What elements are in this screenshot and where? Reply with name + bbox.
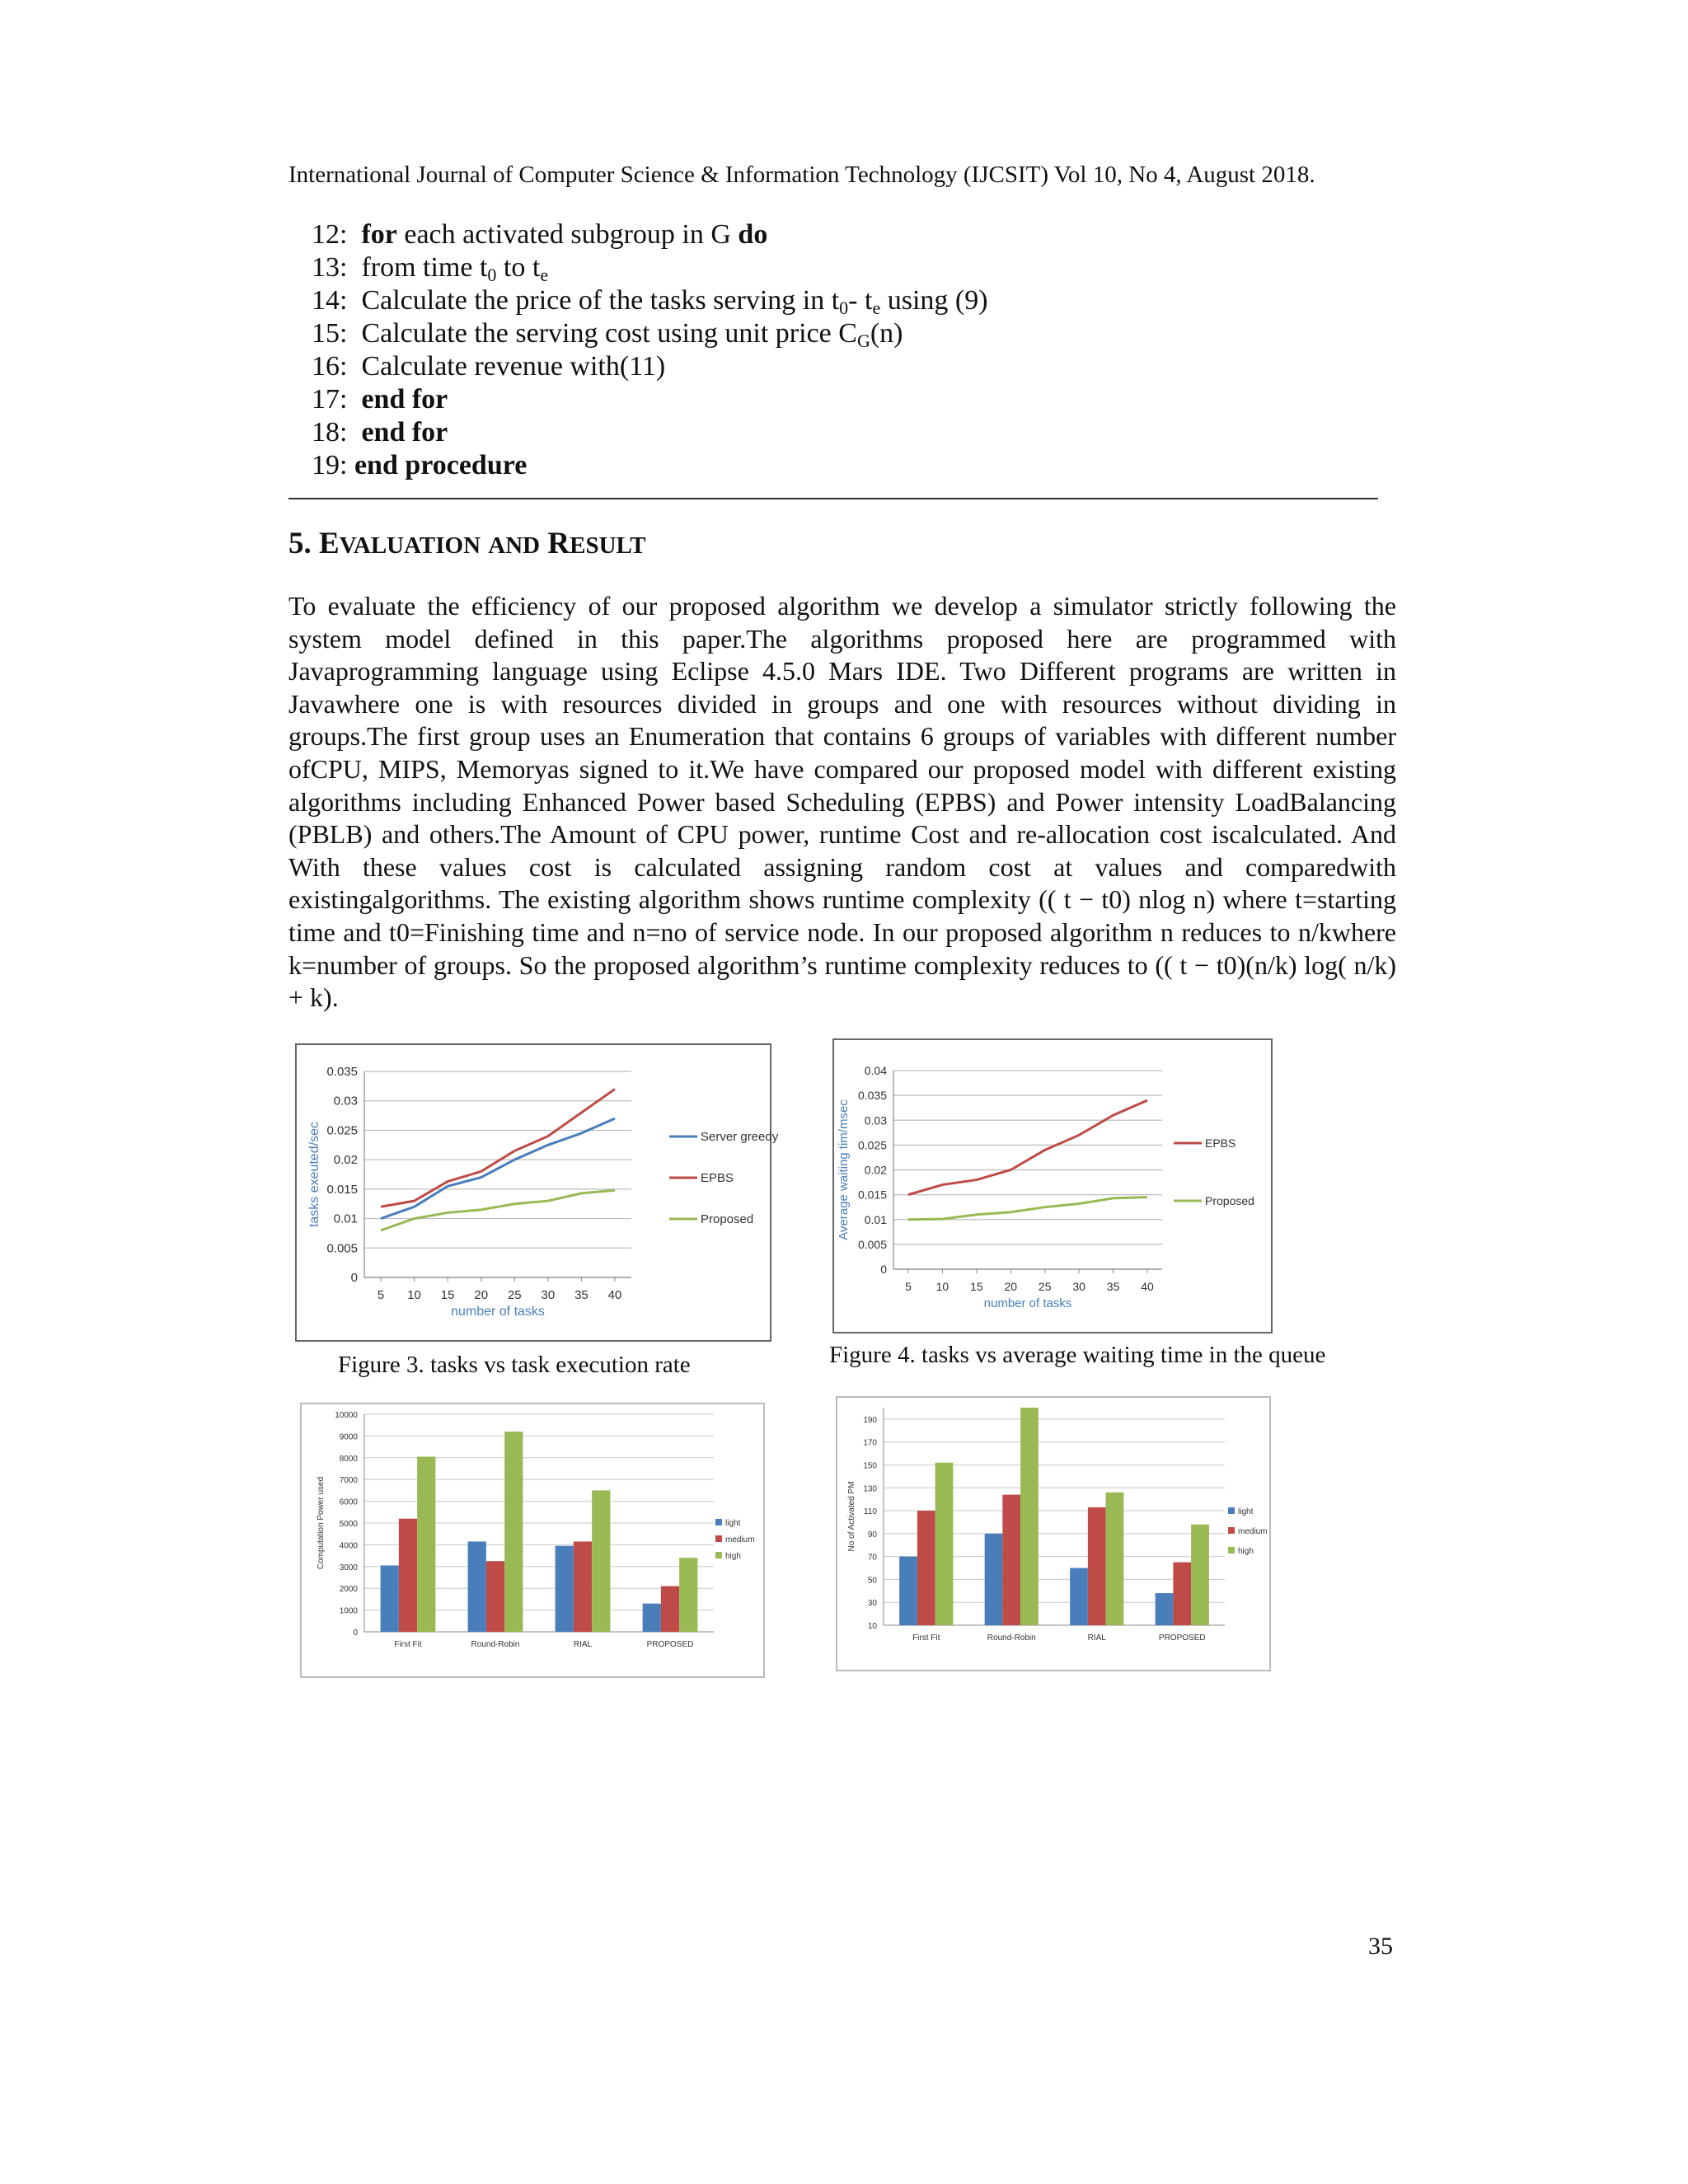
algorithm-line-15: [312, 318, 903, 352]
x-tick-label: Round-Robin: [471, 1640, 520, 1649]
bar-medium: [486, 1561, 504, 1632]
bar-medium: [917, 1511, 935, 1625]
figure-3-chart: [297, 1045, 779, 1340]
line-number: 12:: [312, 219, 348, 250]
x-tick-label: First Fit: [912, 1633, 940, 1643]
algorithm-line-12: [312, 219, 767, 251]
figure-5-frame: [300, 1403, 765, 1678]
bar-light: [1070, 1568, 1088, 1625]
y-tick-label: 0.025: [326, 1123, 358, 1138]
line-text: Calculate revenue with(11): [361, 351, 666, 382]
line-number: 13:: [312, 252, 348, 283]
x-tick-label: 20: [474, 1288, 489, 1302]
line-text: Calculate the price of the tasks serving in t: [361, 285, 840, 316]
bar-high: [679, 1558, 697, 1632]
y-tick-label: 6000: [339, 1497, 358, 1507]
algorithm-line-13: [312, 252, 548, 286]
algorithm-line-19: [312, 450, 527, 481]
legend-label: high: [725, 1552, 741, 1561]
legend-label: Proposed: [1205, 1194, 1254, 1207]
legend-label: EPBS: [1205, 1137, 1236, 1150]
y-tick-label: 150: [863, 1461, 877, 1471]
keyword-end-procedure: end procedure: [354, 450, 528, 480]
x-tick-label: 35: [574, 1288, 588, 1302]
y-tick-label: 10: [867, 1622, 877, 1631]
bar-high: [592, 1490, 610, 1632]
subscript: 0: [487, 265, 497, 285]
x-tick-label: 40: [607, 1288, 622, 1302]
y-tick-label: 0.025: [857, 1138, 887, 1152]
x-tick-label: 30: [541, 1288, 556, 1302]
bar-medium: [574, 1541, 592, 1632]
algorithm-line-18: [312, 417, 448, 448]
y-tick-label: 170: [863, 1438, 877, 1448]
y-axis-title: No of Activated PM: [847, 1481, 856, 1552]
bar-high: [1191, 1525, 1209, 1625]
y-tick-label: 0: [350, 1271, 358, 1285]
series-line-proposed: [381, 1190, 615, 1230]
bar-light: [1156, 1593, 1174, 1625]
y-tick-label: 70: [867, 1553, 877, 1563]
figure-3-frame: [295, 1043, 779, 1342]
y-axis-title: Average waiting tim/msec: [837, 1099, 851, 1240]
line-text: from time t: [361, 252, 488, 283]
line-number: 15:: [312, 318, 348, 349]
line-text: - t: [848, 285, 873, 316]
body-paragraph: To evaluate the efficiency of our proposed algorithm we develop a simulator strictly following the system model defined in this paper.The algorithms proposed here are programmed with Javaprogramming language using Eclipse 4.5.0 Mars IDE. Two Different programs are written in Javawhere one is with resources divided in groups and one with resources without dividing in groups.The first group uses an Enumeration that contains 6 groups of variables with different number ofCPU, MIPS, Memoryas signed to it.We have compared our proposed model with different existing algorithms including Enhanced Power based Scheduling (EPBS) and Power intensity LoadBalancing (PBLB) and others.The Amount of CPU power, runtime Cost and re-allocation cost iscalculated. And With these values cost is calculated assigning random cost at values and comparedwith existingalgorithms. The existing algorithm shows runtime complexity (( t − t0) nlog n) where t=starting time and t0=Finishing time and n=no of service node. In our proposed algorithm n reduces to n/kwhere k=number of groups. So the proposed algorithm’s runtime complexity reduces to (( t − t0)(n/k) log( n/k) + k).: [288, 591, 1396, 1013]
figure-4-frame: [832, 1038, 1273, 1333]
bar-medium: [399, 1519, 417, 1632]
page-number: 35: [1368, 1933, 1393, 1960]
y-tick-label: 0: [353, 1629, 358, 1638]
x-tick-label: 25: [1038, 1280, 1052, 1293]
x-tick-label: 20: [1004, 1280, 1018, 1293]
line-text: (n): [870, 318, 903, 349]
y-tick-label: 0.04: [864, 1064, 887, 1077]
series-line-proposed: [908, 1197, 1147, 1220]
y-tick-label: 190: [863, 1415, 877, 1425]
y-tick-label: 9000: [339, 1432, 358, 1442]
x-tick-label: 15: [970, 1280, 983, 1293]
figure-6-frame: [836, 1396, 1271, 1671]
y-tick-label: 0.03: [864, 1113, 887, 1127]
line-text: each activated subgroup in G: [396, 219, 738, 250]
algorithm-line-17: [312, 384, 448, 415]
y-tick-label: 0.035: [857, 1089, 887, 1103]
series-line-epbs: [908, 1100, 1147, 1194]
bar-light: [899, 1557, 917, 1625]
x-tick-label: 5: [377, 1288, 385, 1302]
title-word: [319, 527, 481, 560]
keyword-end-for: end for: [361, 417, 448, 448]
y-tick-label: 8000: [339, 1454, 358, 1464]
cap-letter: E: [319, 527, 340, 560]
bar-light: [556, 1546, 574, 1632]
x-axis-title: number of tasks: [983, 1296, 1072, 1310]
legend-label: Server greedy: [701, 1130, 779, 1144]
x-tick-label: RIAL: [573, 1640, 593, 1649]
legend-swatch: [715, 1552, 722, 1558]
legend-swatch: [1228, 1547, 1235, 1554]
figure-6-chart: [837, 1398, 1269, 1670]
x-tick-label: First Fit: [394, 1640, 422, 1649]
y-tick-label: 0.01: [333, 1212, 358, 1226]
small-caps: ESULT: [570, 532, 646, 559]
bar-high: [1106, 1493, 1124, 1625]
bar-medium: [1002, 1495, 1020, 1625]
line-number: 18:: [312, 417, 348, 448]
subscript: 0: [839, 298, 849, 318]
x-tick-label: 30: [1072, 1280, 1085, 1293]
small-caps: VALUATION: [339, 532, 481, 559]
keyword-for: for: [361, 219, 397, 250]
bar-high: [935, 1463, 954, 1625]
x-tick-label: 5: [905, 1280, 912, 1293]
y-tick-label: 0.03: [333, 1094, 358, 1108]
y-tick-label: 30: [867, 1599, 877, 1609]
y-tick-label: 0.01: [864, 1212, 887, 1226]
keyword-end-for: end for: [361, 384, 448, 415]
legend-label: high: [1238, 1547, 1254, 1556]
y-tick-label: 2000: [339, 1585, 358, 1595]
y-tick-label: 0: [880, 1263, 887, 1276]
legend-label: light: [725, 1519, 741, 1528]
y-tick-label: 90: [867, 1530, 877, 1540]
figure-4-chart: [834, 1040, 1271, 1332]
legend-label: medium: [725, 1535, 755, 1544]
x-tick-label: 10: [407, 1288, 421, 1302]
subscript: G: [856, 330, 870, 351]
line-number: 17:: [312, 384, 348, 415]
x-tick-label: 35: [1106, 1280, 1120, 1293]
bar-high: [1020, 1408, 1039, 1625]
bar-high: [417, 1456, 435, 1632]
legend-swatch: [715, 1535, 722, 1542]
figure-5-chart: [302, 1404, 763, 1676]
title-word: AND: [488, 532, 541, 559]
figure-3-caption: Figure 3. tasks vs task execution rate: [338, 1352, 691, 1378]
y-axis-title: tasks exeuted/sec: [307, 1121, 321, 1228]
line-number: 16:: [312, 351, 348, 382]
algorithm-line-16: [312, 351, 665, 382]
title-word: [547, 527, 645, 560]
y-tick-label: 0.005: [857, 1237, 887, 1251]
y-tick-label: 110: [864, 1507, 877, 1517]
x-tick-label: RIAL: [1087, 1633, 1106, 1643]
y-tick-label: 0.015: [326, 1182, 358, 1197]
x-tick-label: 25: [507, 1288, 522, 1302]
y-tick-label: 3000: [339, 1563, 358, 1572]
line-text: to t: [496, 252, 541, 283]
y-tick-label: 4000: [339, 1541, 358, 1551]
horizontal-rule: [288, 498, 1378, 499]
legend-label: light: [1238, 1507, 1254, 1516]
figure-4-caption: Figure 4. tasks vs average waiting time in the queue: [829, 1342, 1326, 1368]
keyword-do: do: [738, 219, 768, 250]
y-tick-label: 0.035: [326, 1065, 358, 1079]
y-tick-label: 5000: [339, 1520, 358, 1529]
x-tick-label: 40: [1141, 1280, 1154, 1293]
y-tick-label: 50: [867, 1576, 877, 1586]
series-line-server-greedy: [381, 1118, 615, 1218]
journal-header: International Journal of Computer Science & Information Technology (IJCSIT) Vol 10, No 4, August 2018.: [288, 162, 1315, 188]
legend-swatch: [715, 1519, 722, 1526]
bar-light: [381, 1565, 399, 1632]
y-tick-label: 0.015: [857, 1188, 887, 1202]
legend-label: medium: [1238, 1527, 1268, 1536]
section-number: 5.: [288, 527, 312, 560]
bar-medium: [1088, 1507, 1106, 1625]
line-number: 14:: [312, 285, 348, 316]
y-tick-label: 0.02: [864, 1163, 887, 1177]
y-tick-label: 0.005: [326, 1241, 358, 1256]
x-tick-label: PROPOSED: [646, 1640, 694, 1649]
x-tick-label: 10: [935, 1280, 950, 1293]
bar-light: [468, 1541, 486, 1632]
x-tick-label: Round-Robin: [987, 1633, 1036, 1643]
x-tick-label: 15: [440, 1288, 455, 1302]
bar-light: [985, 1534, 1003, 1625]
bar-medium: [661, 1586, 679, 1632]
legend-label: Proposed: [701, 1212, 754, 1226]
y-tick-label: 1000: [339, 1606, 358, 1616]
line-text: Calculate the serving cost using unit price C: [361, 318, 857, 349]
y-tick-label: 130: [863, 1484, 877, 1494]
y-axis-title: Computation Power used: [316, 1476, 326, 1570]
algorithm-line-14: [312, 285, 988, 319]
bar-medium: [1173, 1563, 1191, 1625]
bar-light: [643, 1604, 661, 1632]
legend-label: EPBS: [701, 1171, 734, 1185]
subscript: e: [872, 298, 881, 318]
line-number: 19:: [312, 450, 348, 480]
x-axis-title: number of tasks: [451, 1305, 545, 1319]
y-tick-label: 0.02: [333, 1153, 358, 1168]
bar-high: [504, 1432, 523, 1632]
legend-swatch: [1228, 1507, 1235, 1514]
y-tick-label: 7000: [339, 1476, 358, 1486]
cap-letter: R: [547, 527, 570, 560]
x-tick-label: PROPOSED: [1158, 1633, 1206, 1643]
y-tick-label: 10000: [335, 1411, 358, 1420]
legend-swatch: [1228, 1527, 1235, 1534]
section-title: [288, 526, 646, 561]
subscript: e: [540, 265, 549, 285]
line-text: using (9): [880, 285, 988, 316]
